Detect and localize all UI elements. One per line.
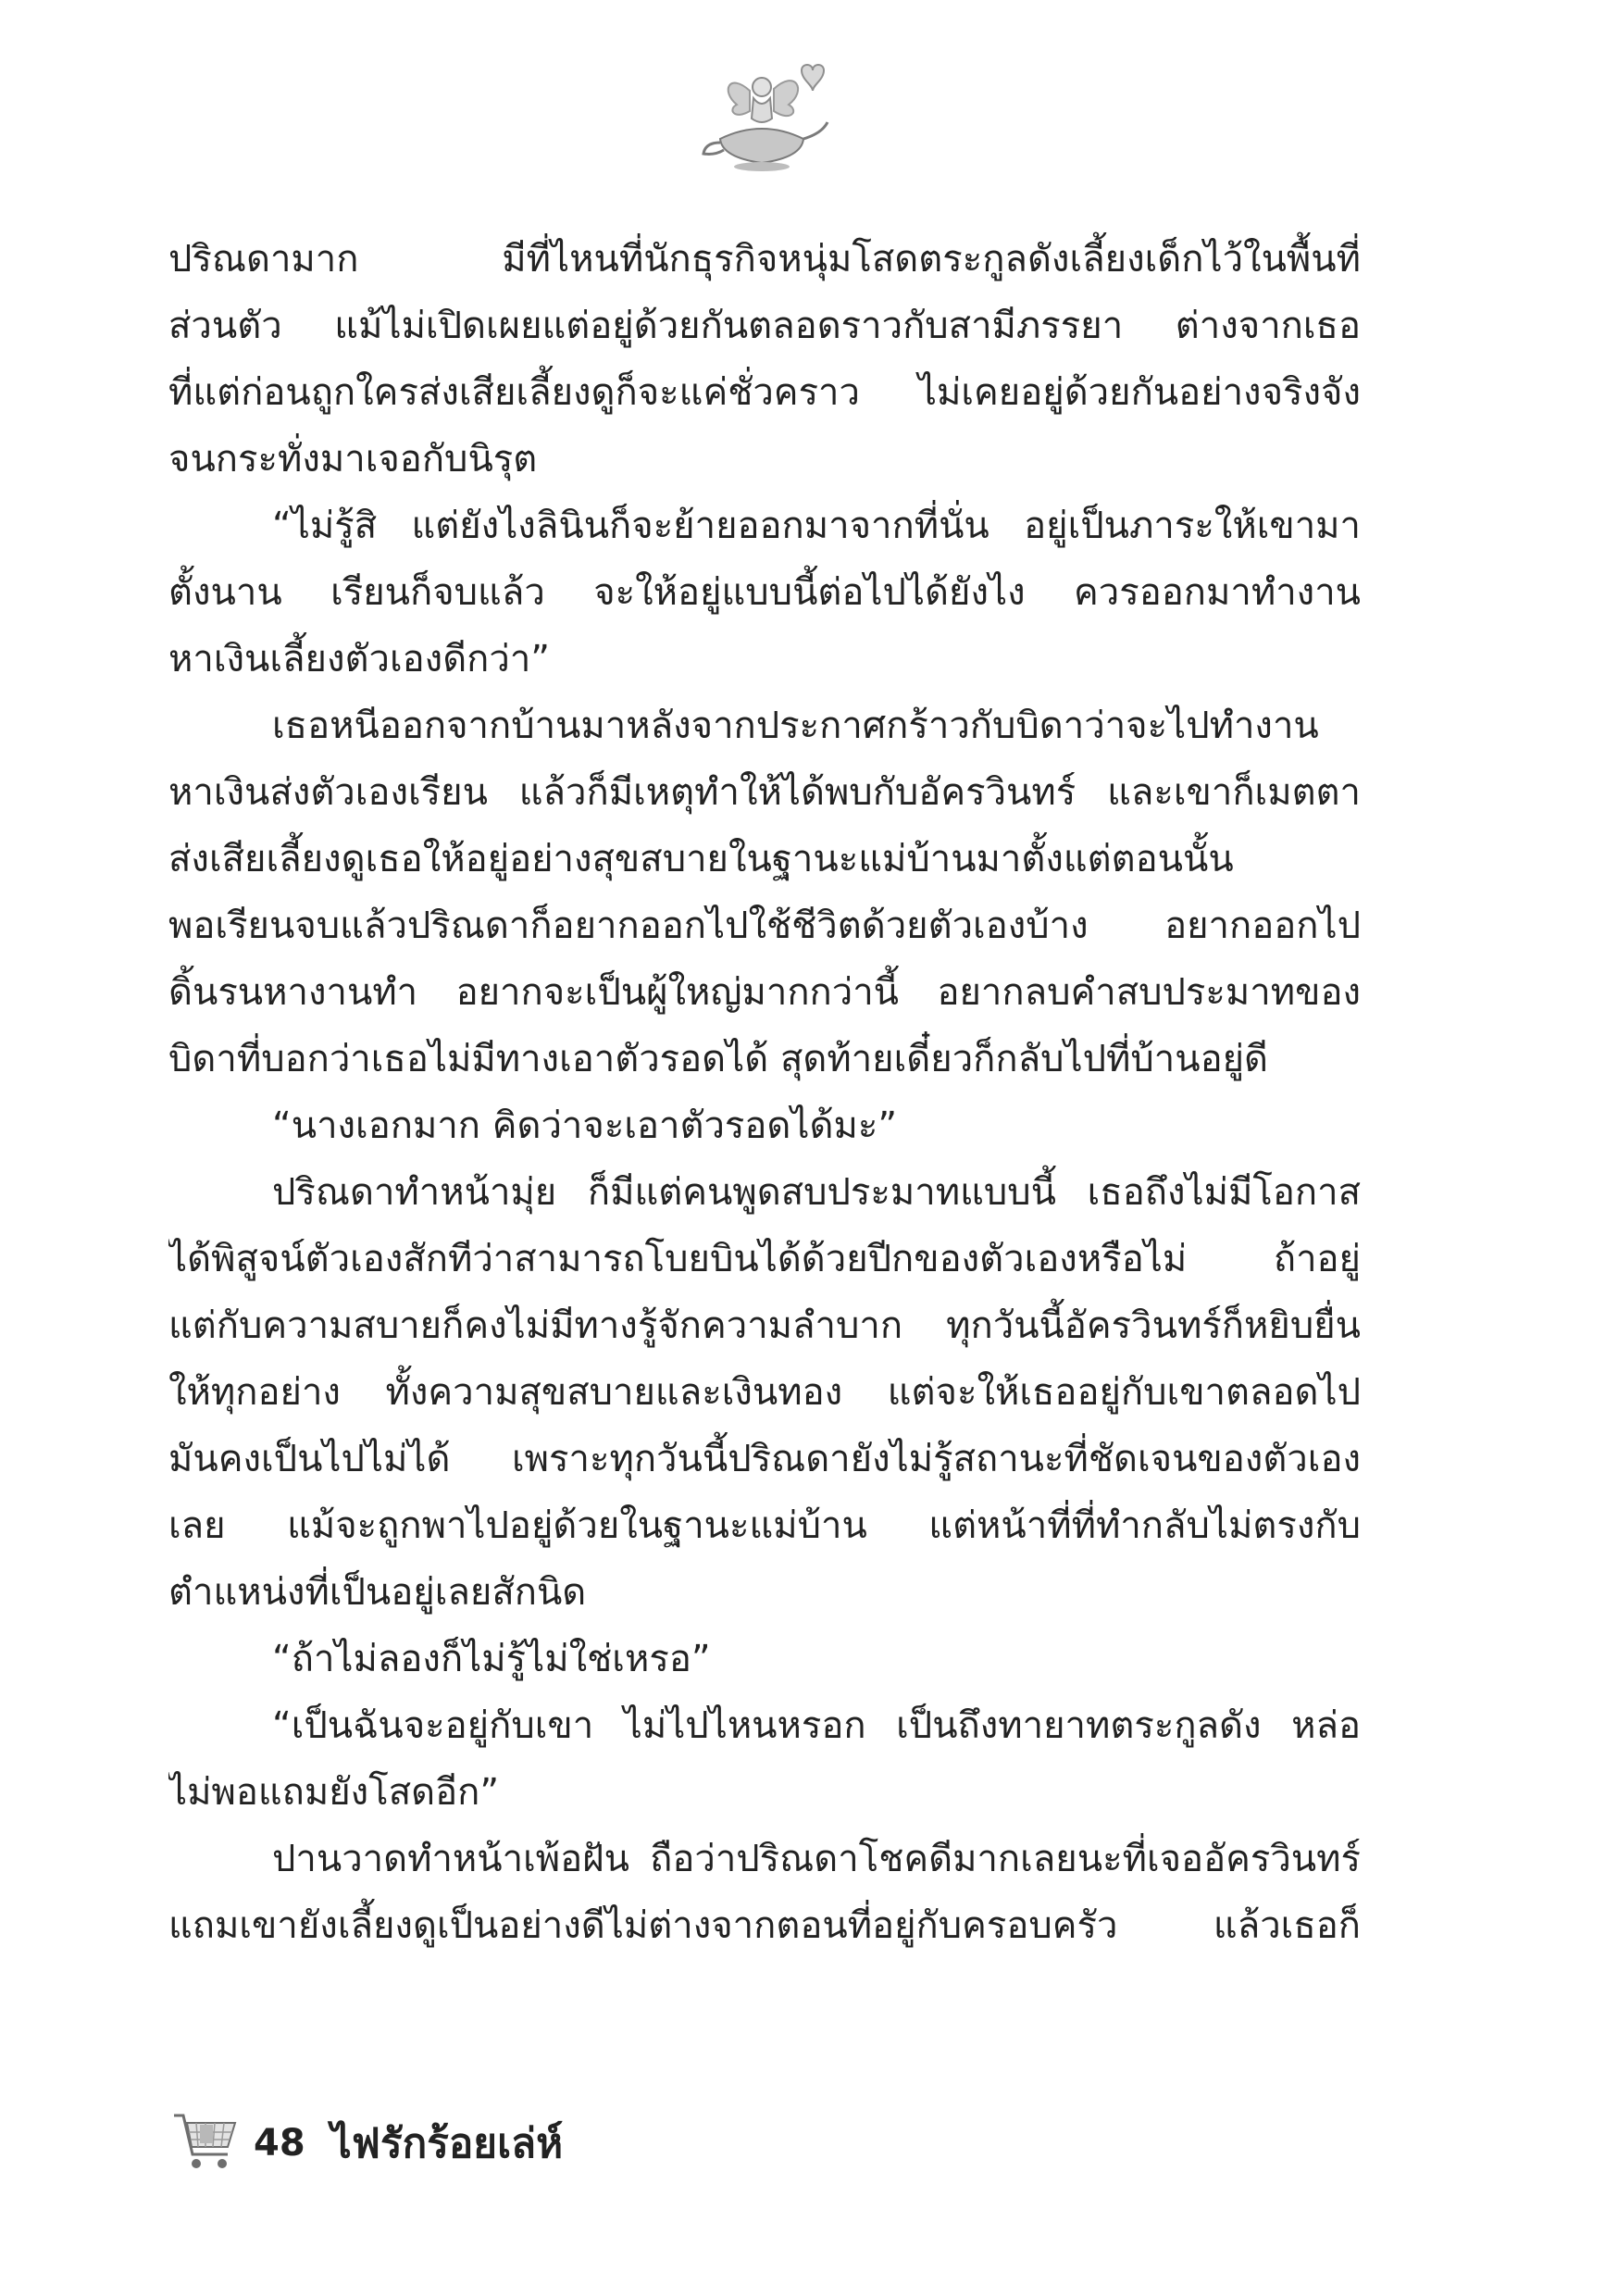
text-line: ส่งเสียเลี้ยงดูเธอให้อยู่อย่างสุขสบายในฐานะแม่บ้านมาตั้งแต่ตอนนั้น (168, 838, 1234, 880)
text-line: พอเรียนจบแล้วปริณดาก็อยากออกไปใช้ชีวิตด้วยตัวเองบ้าง อยากออกไป (168, 905, 1361, 947)
text-line: ได้พิสูจน์ตัวเองสักทีว่าสามารถโบยบินได้ด้วยปีกของตัวเองหรือไม่ ถ้าอยู่ (168, 1238, 1361, 1280)
page-footer (168, 2102, 563, 2185)
shopping-cart-icon (168, 2106, 243, 2180)
book-title: ไฟรักร้อยเล่ห์ (330, 2120, 564, 2167)
text-line: “ไม่รู้สิ แต่ยังไงลินินก็จะย้ายออกมาจากที่นั่น อยู่เป็นภาระให้เขามา (272, 505, 1361, 547)
text-line: บิดาที่บอกว่าเธอไม่มีทางเอาตัวรอดได้ สุดท้ายเดี๋ยวก็กลับไปที่บ้านอยู่ดี (168, 1038, 1269, 1080)
text-line: หาเงินเลี้ยงตัวเองดีกว่า” (168, 638, 551, 680)
text-line: จนกระทั่งมาเจอกับนิรุต (168, 438, 538, 480)
text-line: ตั้งนาน เรียนก็จบแล้ว จะให้อยู่แบบนี้ต่อไปได้ยังไง ควรออกมาทำงาน (168, 571, 1361, 614)
cupid-teapot-ornament-icon (692, 54, 831, 174)
text-line: แถมเขายังเลี้ยงดูเป็นอย่างดีไม่ต่างจากตอนที่อยู่กับครอบครัว แล้วเธอก็ (168, 1904, 1361, 1947)
text-line: ตำแหน่งที่เป็นอยู่เลยสักนิด (168, 1571, 587, 1614)
text-line: ปริณดาทำหน้ามุ่ย ก็มีแต่คนพูดสบประมาทแบบนี้ เธอถึงไม่มีโอกาส (272, 1171, 1361, 1214)
text-line: “นางเอกมาก คิดว่าจะเอาตัวรอดได้มะ” (272, 1104, 898, 1147)
text-line: ให้ทุกอย่าง ทั้งความสุขสบายและเงินทอง แต่จะให้เธออยู่กับเขาตลอดไป (168, 1371, 1361, 1414)
text-line: ปานวาดทำหน้าเพ้อฝัน ถือว่าปริณดาโชคดีมากเลยนะที่เจออัครวินทร์ (272, 1838, 1361, 1880)
text-line: ปริณดามาก มีที่ไหนที่นักธุรกิจหนุ่มโสดตระกูลดังเลี้ยงเด็กไว้ในพื้นที่ (168, 238, 1361, 281)
text-line: “ถ้าไม่ลองก็ไม่รู้ไม่ใช่เหรอ” (272, 1638, 711, 1680)
text-line: ส่วนตัว แม้ไม่เปิดเผยแต่อยู่ด้วยกันตลอดราวกับสามีภรรยา ต่างจากเธอ (168, 305, 1361, 347)
text-line: แต่กับความสบายก็คงไม่มีทางรู้จักความลำบาก ทุกวันนี้อัครวินทร์ก็หยิบยื่น (168, 1304, 1361, 1347)
page-number: 48 (254, 2122, 305, 2165)
text-line: ไม่พอแถมยังโสดอีก” (168, 1771, 500, 1814)
text-line: หาเงินส่งตัวเองเรียน แล้วก็มีเหตุทำให้ได้พบกับอัครวินทร์ และเขาก็เมตตา (168, 771, 1361, 814)
text-line: “เป็นฉันจะอยู่กับเขา ไม่ไปไหนหรอก เป็นถึงทายาทตระกูลดัง หล่อ (272, 1704, 1361, 1747)
text-line: ดิ้นรนหางานทำ อยากจะเป็นผู้ใหญ่มากกว่านี้ อยากลบคำสบประมาทของ (168, 971, 1361, 1014)
body-text (168, 226, 1361, 1959)
text-line: มันคงเป็นไปไม่ได้ เพราะทุกวันนี้ปริณดายังไม่รู้สถานะที่ชัดเจนของตัวเอง (168, 1438, 1361, 1480)
text-line: เลย แม้จะถูกพาไปอยู่ด้วยในฐานะแม่บ้าน แต่หน้าที่ที่ทำกลับไม่ตรงกับ (168, 1504, 1361, 1547)
text-line: เธอหนีออกจากบ้านมาหลังจากประกาศกร้าวกับบิดาว่าจะไปทำงาน (272, 705, 1319, 747)
text-line: ที่แต่ก่อนถูกใครส่งเสียเลี้ยงดูก็จะแค่ชั่วคราว ไม่เคยอยู่ด้วยกันอย่างจริงจัง (168, 371, 1361, 414)
